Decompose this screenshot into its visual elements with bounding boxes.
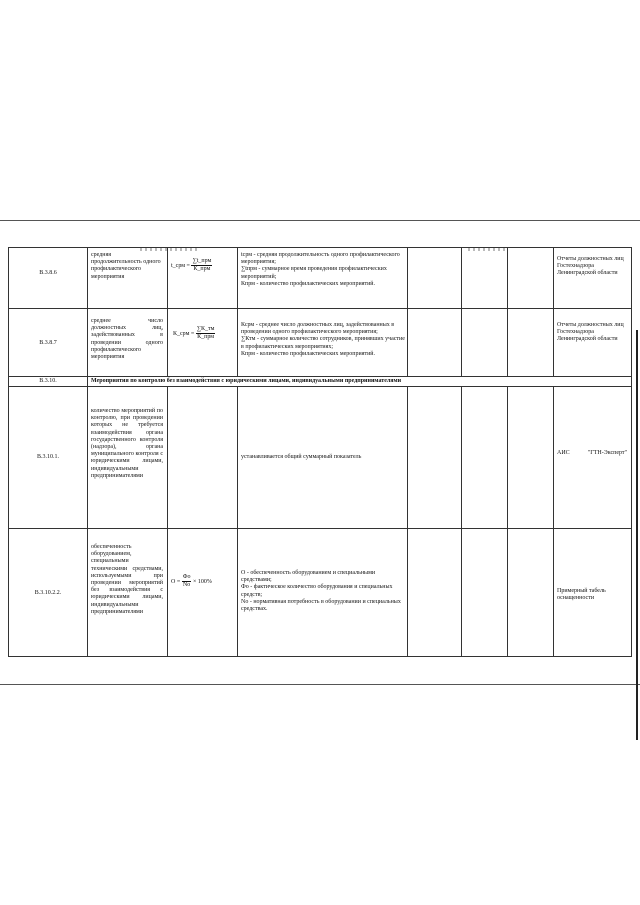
indicator-name: средняя продолжительность одного профилактического мероприятия: [91, 252, 161, 280]
column-divider: [237, 386, 238, 656]
indicator-name: обеспеченность оборудованием, специальными техническими средствами, используемыми при проведении мероприятий без взаимодействия с юридическими лицами, индивидуальными предпринимателями: [91, 544, 163, 615]
column-divider: [167, 248, 168, 376]
explanation-line: Кпрм - количество профилактических мероприятий.: [241, 280, 376, 287]
column-divider: [507, 248, 508, 376]
explanation-line: tсрм - средняя продолжительность одного профилактического мероприятия;: [241, 252, 400, 266]
column-divider: [87, 376, 88, 386]
indicator-table: [8, 247, 632, 657]
row-divider: [9, 376, 631, 377]
data-source: Отчеты должностных лиц Гостехнадзора Ленинградской области: [557, 322, 624, 343]
formula: [171, 258, 235, 273]
column-divider: [407, 386, 408, 656]
formula: [171, 574, 237, 589]
row-code: В.3.8.7: [39, 340, 57, 346]
scan-bottom-rule: [0, 684, 640, 685]
formula-lhs: О: [171, 578, 176, 585]
formula-explanation: [241, 454, 405, 461]
formula-equals: =: [186, 262, 190, 269]
row-code: В.3.10.2.2.: [34, 590, 62, 596]
explanation-line: Ксрм - среднее число должностных лиц, задействованных в проведении одного профилактического мероприятия;: [241, 322, 395, 336]
column-divider: [87, 248, 88, 376]
column-divider: [507, 386, 508, 656]
row-code: В.3.10.: [39, 378, 57, 384]
formula-denominator: К_прм: [197, 334, 215, 340]
explanation-line: Кпрм - количество профилактических мероприятий.: [241, 350, 376, 357]
formula-lhs: t_срм: [171, 262, 186, 269]
formula-equals: =: [190, 330, 195, 337]
column-divider: [167, 386, 168, 656]
formula-multiplier: × 100%: [192, 578, 212, 585]
formula-numerator: ∑t_прм: [192, 258, 212, 264]
formula-numerator: Фо: [182, 574, 191, 580]
row-divider: [9, 308, 631, 309]
indicator-name: количество мероприятий по контролю, при проведении которых не требуется взаимодействия органа государственного контроля (надзора), органа муниципального контроля с юридическими лицами, индивидуальными предпринимателями: [91, 408, 163, 479]
row-code: В.3.10.1.: [36, 454, 59, 460]
formula-equals: =: [176, 578, 181, 585]
row-divider: [9, 528, 631, 529]
formula-explanation: [241, 322, 405, 358]
scan-top-rule: [0, 220, 640, 221]
data-source: АИС "ГТН-Эксперт": [557, 450, 627, 456]
column-divider: [87, 386, 88, 656]
explanation-line: Nо - нормативная потребность в оборудовании и специальных средствах.: [241, 598, 401, 613]
section-title: Мероприятия по контролю без взаимодействия с юридическими лицами, индивидуальными предпринимателями: [91, 378, 402, 384]
column-divider: [553, 248, 554, 376]
formula: [173, 326, 235, 341]
explanation-line: устанавливается общий суммарный показатель: [241, 454, 362, 460]
row-divider: [9, 386, 631, 387]
column-divider: [407, 248, 408, 376]
row-code: В.3.8.6: [39, 270, 57, 276]
explanation-line: ∑Ктм - суммарное количество сотрудников, принявших участие в профилактических мероприятиях;: [241, 336, 405, 350]
formula-numerator: ∑К_тм: [196, 326, 215, 332]
indicator-name: среднее число должностных лиц, задействованных в проведении одного профилактического мероприятия: [91, 318, 163, 361]
explanation-line: О - обеспеченность оборудованием и специальными средствами;: [241, 570, 376, 584]
formula-denominator: Nо: [182, 582, 191, 588]
formula-fraction: [191, 258, 212, 273]
explanation-line: Фо - фактическое количество оборудования и специальных средств;: [241, 584, 393, 598]
column-divider: [461, 386, 462, 656]
formula-explanation: [241, 252, 405, 288]
column-divider: [553, 386, 554, 656]
page-edge-shadow: [636, 330, 638, 740]
column-divider: [461, 248, 462, 376]
data-source: Отчеты должностных лиц Гостехнадзора Ленинградской области: [557, 256, 624, 277]
formula-denominator: К_прм: [193, 266, 211, 272]
formula-lhs: К_срм: [173, 330, 190, 337]
explanation-line: ∑tпрм - суммарное время проведения профилактических мероприятий;: [241, 266, 387, 280]
column-divider: [237, 248, 238, 376]
formula-fraction: [196, 326, 216, 341]
formula-fraction: [182, 574, 192, 589]
formula-explanation: [241, 570, 405, 613]
data-source: Примерный табель оснащенности: [557, 588, 606, 602]
